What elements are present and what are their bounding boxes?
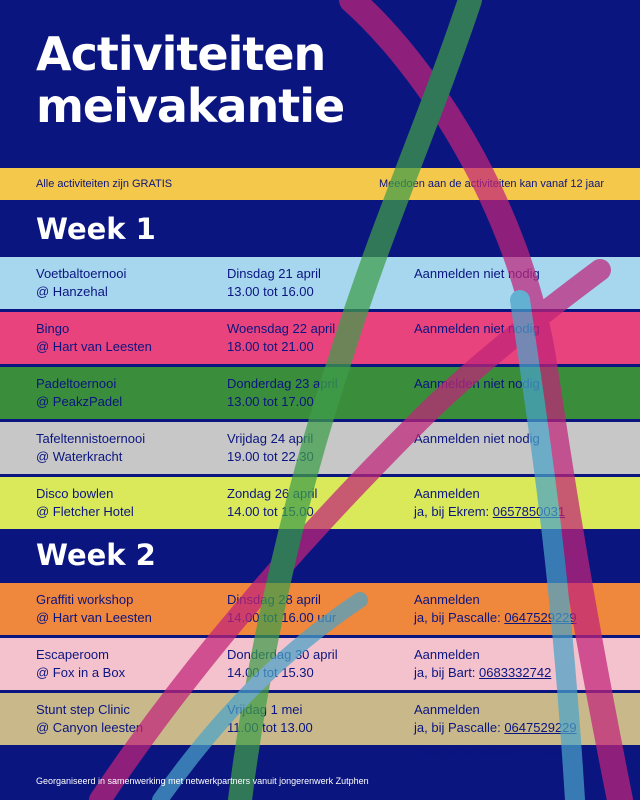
phone-number-link[interactable]: 0683332742	[479, 665, 552, 680]
week-2-heading: Week 2	[36, 538, 156, 572]
activity-date: Dinsdag 28 april	[227, 592, 321, 607]
activity-time: 18.00 tot 21.00	[227, 339, 314, 354]
week-1-heading: Week 1	[36, 212, 156, 246]
notice-right: Meedoen aan de activiteiten kan vanaf 12 jaar	[378, 178, 604, 190]
activity-signup-cell	[414, 591, 577, 627]
title-line-1: Activiteiten	[36, 27, 326, 81]
activity-place: @ Waterkracht	[36, 449, 123, 464]
activity-row	[0, 422, 640, 474]
signup-contact	[414, 503, 565, 521]
activity-signup-cell	[414, 375, 540, 393]
activity-date: Donderdag 30 april	[227, 647, 338, 662]
activity-date-cell	[227, 485, 317, 521]
activity-signup-cell	[414, 701, 577, 737]
activity-time: 14.00 tot 16.00 uur	[227, 610, 337, 625]
signup-contact-text: ja, bij Pascalle:	[414, 720, 505, 735]
activity-time: 11.00 tot 13.00	[227, 720, 313, 735]
activity-note: *Eigen step en bescherming verplicht*	[414, 748, 567, 758]
activity-time: 13.00 tot 17.00	[227, 394, 314, 409]
activity-signup-cell	[414, 430, 540, 448]
signup-status: Aanmelden niet nodig	[414, 431, 540, 446]
footer-text: Georganiseerd in samenwerking met netwerkpartners vanuit jongerenwerk Zutphen	[36, 776, 369, 786]
signup-contact	[414, 719, 577, 737]
activity-name-cell	[36, 591, 152, 627]
activity-date: Vrijdag 1 mei	[227, 702, 303, 717]
activity-place: @ Canyon leesten	[36, 720, 144, 735]
activity-date-cell	[227, 646, 338, 682]
activity-name: Bingo	[36, 321, 70, 336]
activity-name-cell	[36, 430, 145, 466]
activity-name-cell	[36, 375, 122, 411]
activity-row	[0, 257, 640, 309]
signup-contact-text: ja, bij Ekrem:	[414, 504, 493, 519]
activity-name: Voetbaltoernooi	[36, 266, 127, 281]
activity-time: 14.00 tot 15.30	[227, 665, 314, 680]
activity-row	[0, 693, 640, 758]
activity-time: 14.00 tot 15.00	[227, 504, 314, 519]
activity-date: Zondag 26 april	[227, 486, 318, 501]
activity-name-cell	[36, 265, 126, 301]
activity-name-cell	[36, 646, 125, 682]
activity-place: @ Hart van Leesten	[36, 339, 152, 354]
activity-date: Woensdag 22 april	[227, 321, 336, 336]
signup-status: Aanmelden niet nodig	[414, 266, 540, 281]
activity-row	[0, 583, 640, 635]
signup-contact-text: ja, bij Pascalle:	[414, 610, 505, 625]
activity-date-cell	[227, 591, 336, 627]
activity-place: @ PeakzPadel	[36, 394, 123, 409]
activity-time: 13.00 tot 16.00	[227, 284, 314, 299]
signup-status: Aanmelden niet nodig	[414, 321, 540, 336]
activity-name: Tafeltennistoernooi	[36, 431, 146, 446]
activity-date-cell	[227, 701, 313, 737]
phone-number-link[interactable]: 0647529229	[504, 610, 577, 625]
activity-name: Graffiti workshop	[36, 592, 134, 607]
activity-place: @ Fletcher Hotel	[36, 504, 134, 519]
activity-date-cell	[227, 265, 321, 301]
activity-date-cell	[227, 375, 338, 411]
activity-row	[0, 638, 640, 690]
activity-name: Padeltoernooi	[36, 376, 117, 391]
signup-contact	[414, 609, 577, 627]
activity-name: Disco bowlen	[36, 486, 114, 501]
activity-name-cell	[36, 485, 134, 521]
activity-name: Stunt step Clinic	[36, 702, 130, 717]
activity-name: Escaperoom	[36, 647, 109, 662]
activity-signup-cell	[414, 485, 565, 521]
page-title	[36, 28, 344, 132]
signup-status: Aanmelden	[414, 486, 480, 501]
activity-date: Vrijdag 24 april	[227, 431, 314, 446]
signup-status: Aanmelden	[414, 702, 480, 717]
phone-number-link[interactable]: 0647529229	[504, 720, 577, 735]
activity-date: Dinsdag 21 april	[227, 266, 321, 281]
notice-bar	[0, 168, 640, 200]
activity-row	[0, 367, 640, 419]
activity-name-cell	[36, 701, 143, 737]
activity-signup-cell	[414, 320, 540, 338]
activity-place: @ Hart van Leesten	[36, 610, 152, 625]
signup-status: Aanmelden	[414, 647, 480, 662]
signup-contact-text: ja, bij Bart:	[414, 665, 480, 680]
phone-number-link[interactable]: 0657850031	[492, 504, 566, 519]
activity-date-cell	[227, 430, 314, 466]
activity-time: 19.00 tot 22.30	[227, 449, 314, 464]
title-line-2: meivakantie	[36, 79, 345, 133]
activity-place: @ Fox in a Box	[36, 665, 126, 680]
activity-row	[0, 312, 640, 364]
activity-signup-cell	[414, 646, 551, 682]
activity-signup-cell	[414, 265, 540, 283]
activity-place: @ Hanzehal	[36, 284, 108, 299]
activity-date-cell	[227, 320, 335, 356]
signup-contact	[414, 664, 551, 682]
signup-status: Aanmelden	[414, 592, 480, 607]
notice-left: Alle activiteiten zijn GRATIS	[36, 178, 173, 190]
activity-name-cell	[36, 320, 152, 356]
signup-status: Aanmelden niet nodig	[414, 376, 540, 391]
activity-date: Donderdag 23 april	[227, 376, 338, 391]
activity-row	[0, 477, 640, 529]
